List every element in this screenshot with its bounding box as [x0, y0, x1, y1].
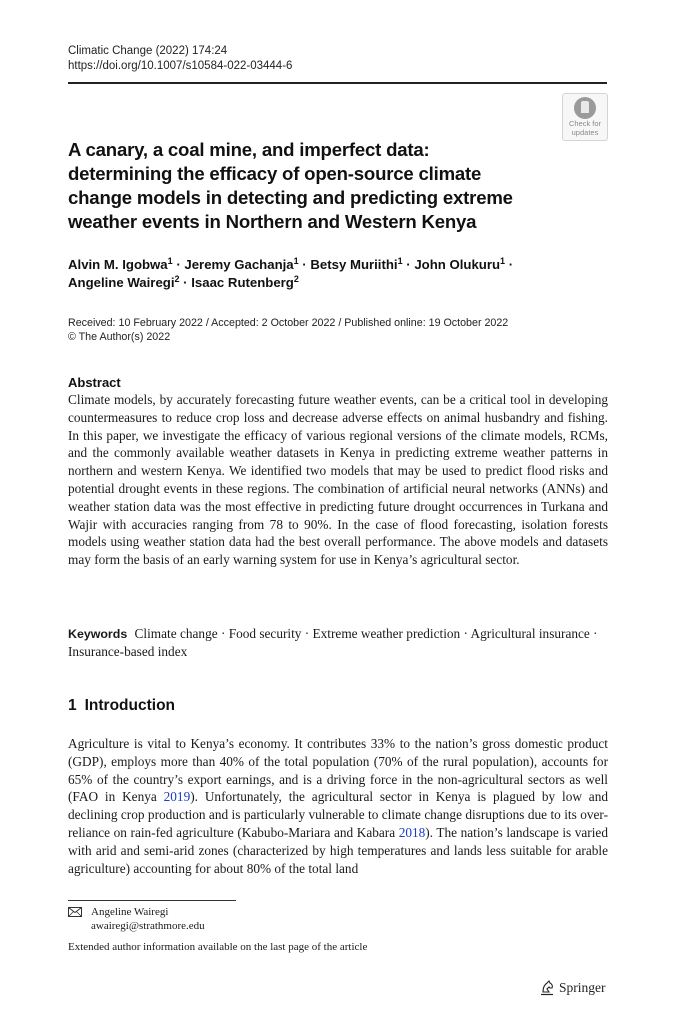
- author-name: Betsy Muriithi: [310, 257, 398, 272]
- envelope-icon: [68, 907, 82, 917]
- keywords-label: Keywords: [68, 627, 128, 641]
- intro-text: Agriculture is vital to Kenya’s economy. It contributes 33% to the nation’s gross domestic product (GDP), employs more than 40% of the total population (70% of the rural population), accounts for 65% of the country’s export earnings, and is a driving force in the non-agricultural sectors as well (FAO in Kenya: [68, 736, 608, 805]
- springer-horse-icon: [540, 980, 554, 996]
- section-heading: [68, 697, 175, 715]
- keywords: [68, 625, 608, 661]
- copyright-notice: © The Author(s) 2022: [68, 331, 171, 343]
- author-separator: ·: [172, 257, 185, 272]
- citation-link[interactable]: 2018: [398, 824, 426, 840]
- keywords-list: Climate change · Food security · Extreme weather prediction · Agricultural insurance · Insurance-based index: [68, 626, 598, 659]
- journal-header: [68, 44, 292, 74]
- author-name: Isaac Rutenberg: [191, 275, 294, 290]
- journal-citation: Climatic Change (2022) 174:24: [68, 45, 228, 57]
- author-separator: ·: [298, 257, 311, 272]
- corresponding-author-email[interactable]: awairegi@strathmore.edu: [91, 920, 205, 932]
- abstract-heading: Abstract: [68, 375, 121, 390]
- publisher-logo: [540, 980, 606, 996]
- author-name: Alvin M. Igobwa: [68, 257, 168, 272]
- bookmark-icon: [574, 97, 596, 119]
- publisher-name: Springer: [559, 980, 606, 995]
- citation-link[interactable]: 2019: [163, 789, 191, 805]
- doi-link[interactable]: https://doi.org/10.1007/s10584-022-03444-6: [68, 60, 293, 72]
- author-list: [68, 256, 548, 292]
- extended-author-info-note: Extended author information available on the last page of the article: [68, 941, 368, 953]
- section-title: Introduction: [84, 697, 176, 714]
- intro-text: ). Unfortunately, the agricultural sector in Kenya is plagued by low and declining crop production and is particularly vulnerable to climate change disruptions due to its over-reliance on rain-fed agriculture (Kabubo-Mariara and Kabara: [68, 789, 609, 840]
- corresponding-author-name: Angeline Wairegi: [91, 906, 169, 918]
- affiliation-marker[interactable]: 2: [174, 274, 180, 284]
- check-for-updates-label-1: Check for: [568, 119, 602, 128]
- author-name: John Olukuru: [414, 257, 501, 272]
- author-name: Angeline Wairegi: [68, 275, 175, 290]
- intro-text: ). The nation’s landscape is varied with arid and semi-arid zones (characterized by high temperatures and lands less suitable for arable agriculture) accounting for about 80% of the total land: [68, 824, 608, 876]
- check-for-updates-badge[interactable]: [562, 93, 608, 141]
- author-name: Jeremy Gachanja: [184, 257, 294, 272]
- history-dates: Received: 10 February 2022 / Accepted: 2 October 2022 / Published online: 19 October 2022: [68, 317, 509, 329]
- affiliation-marker[interactable]: 2: [293, 274, 299, 284]
- abstract-text: Climate models, by accurately forecasting future weather events, can be a critical tool in developing countermeasures to reduce crop loss and decrease adverse effects on animal husbandry and fishing. In this paper, we investigate the efficacy of various regional versions of the climate models, RCMs, and the commonly available weather datasets in Kenya in predicting extreme weather patterns in northern and western Kenya. We identified two models that may be used to predict flood risks and potential drought events in these regions. The combination of artificial neural networks (ANNs) and weather station data was the most effective in predicting future drought occurrences in Turkana and Wajir with accuracies ranging from 78 to 90%. In the case of flood forecasting, isolation forests models using weather station data had the best overall performance. The above models and datasets may form the basis of an early warning system for use in Kenya’s agricultural sector.: [68, 392, 608, 568]
- footnote-divider: [68, 900, 236, 901]
- affiliation-marker[interactable]: 1: [167, 256, 173, 266]
- affiliation-marker[interactable]: 1: [500, 256, 506, 266]
- header-divider: [68, 82, 607, 84]
- section-number: 1: [68, 697, 77, 714]
- author-separator: ·: [402, 257, 415, 272]
- publication-dates: [68, 316, 508, 344]
- paper-title: A canary, a coal mine, and imperfect data: determining the efficacy of open-source climate change models in detecting and predicting extreme weather events in Northern and Western Kenya: [68, 139, 513, 232]
- author-separator: ·: [179, 275, 192, 290]
- affiliation-marker[interactable]: 1: [293, 256, 299, 266]
- affiliation-marker[interactable]: 1: [397, 256, 403, 266]
- author-separator: ·: [505, 257, 514, 272]
- introduction-paragraph: [68, 735, 608, 877]
- check-for-updates-label-2: updates: [571, 128, 599, 137]
